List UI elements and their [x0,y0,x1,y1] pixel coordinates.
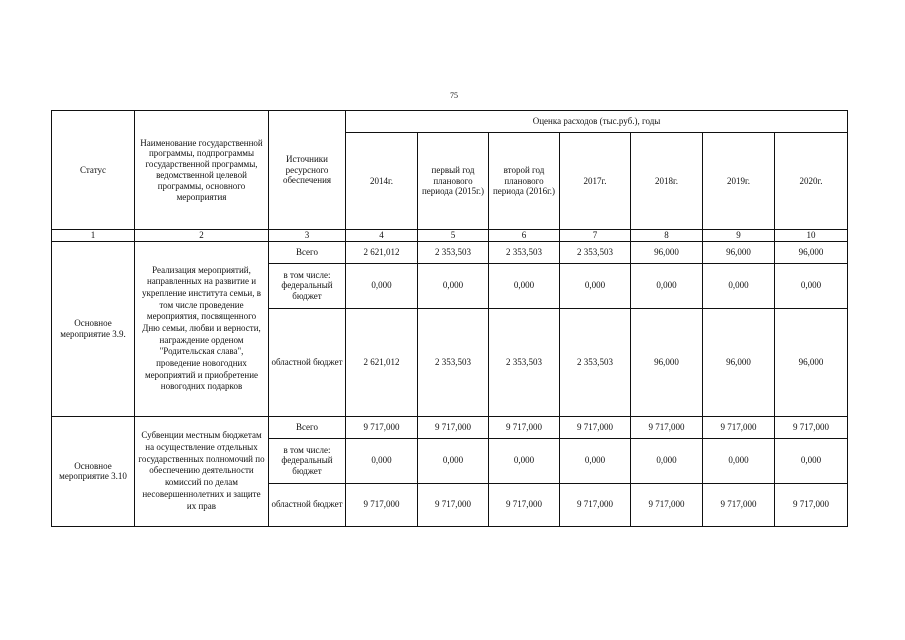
value-cell: 9 717,000 [703,483,775,526]
column-number: 2 [135,230,269,242]
column-number: 5 [418,230,489,242]
status-cell: Основное мероприятие 3.9. [52,241,135,416]
value-cell: 96,000 [775,308,848,416]
value-cell: 0,000 [489,438,560,483]
value-cell: 96,000 [631,308,703,416]
value-cell: 0,000 [489,263,560,308]
value-cell: 0,000 [560,263,631,308]
value-cell: 0,000 [775,438,848,483]
header-year: 2020г. [775,133,848,230]
value-cell: 9 717,000 [631,483,703,526]
value-cell: 2 353,503 [489,308,560,416]
header-year: 2017г. [560,133,631,230]
header-row-top [52,111,848,133]
column-number: 10 [775,230,848,242]
header-year: 2019г. [703,133,775,230]
value-cell: 2 353,503 [489,241,560,263]
header-source: Источники ресурсного обеспечения [269,111,346,230]
header-year: 2014г. [346,133,418,230]
event-name-cell: Реализация мероприятий, направленных на развитие и укрепление института семьи, в том числе проведение мероприятия, посвященного Дню семьи, любви и верности, награждение орденом "Родительская слава", проведение новогодних мероприятий и приобретение новогодних подарков [135,241,269,416]
column-number: 6 [489,230,560,242]
column-number: 4 [346,230,418,242]
column-number: 8 [631,230,703,242]
header-year: первый год планового периода (2015г.) [418,133,489,230]
value-cell: 9 717,000 [631,416,703,438]
value-cell: 9 717,000 [775,416,848,438]
value-cell: 2 353,503 [418,241,489,263]
column-number: 1 [52,230,135,242]
value-cell: 9 717,000 [775,483,848,526]
column-number: 9 [703,230,775,242]
value-cell: 0,000 [560,438,631,483]
value-cell: 2 353,503 [560,241,631,263]
header-status: Статус [52,111,135,230]
value-cell: 9 717,000 [346,483,418,526]
value-cell: 0,000 [631,263,703,308]
source-cell: областной бюджет [269,483,346,526]
value-cell: 9 717,000 [560,416,631,438]
column-number: 3 [269,230,346,242]
header-estimate: Оценка расходов (тыс.руб.), годы [346,111,848,133]
source-cell: в том числе: федеральный бюджет [269,438,346,483]
table-row [52,416,848,438]
source-cell: Всего [269,416,346,438]
value-cell: 0,000 [418,438,489,483]
value-cell: 9 717,000 [346,416,418,438]
value-cell: 2 353,503 [418,308,489,416]
status-cell: Основное мероприятие 3.10 [52,416,135,526]
value-cell: 9 717,000 [418,483,489,526]
event-name-cell: Субвенции местным бюджетам на осуществление отдельных государственных полномочий по обеспечению деятельности комиссий по делам несовершеннолетних и защите их прав [135,416,269,526]
source-cell: в том числе: федеральный бюджет [269,263,346,308]
value-cell: 9 717,000 [489,416,560,438]
value-cell: 9 717,000 [560,483,631,526]
expense-table [51,110,848,527]
value-cell: 0,000 [418,263,489,308]
column-number: 7 [560,230,631,242]
value-cell: 96,000 [775,241,848,263]
value-cell: 2 621,012 [346,241,418,263]
header-name: Наименование государственной программы, подпрограммы государственной программы, ведомственной целевой программы, основного мероприятия [135,111,269,230]
page-number: 75 [450,91,458,100]
value-cell: 0,000 [703,438,775,483]
value-cell: 0,000 [775,263,848,308]
value-cell: 2 353,503 [560,308,631,416]
header-year: второй год планового периода (2016г.) [489,133,560,230]
value-cell: 0,000 [346,263,418,308]
value-cell: 96,000 [703,308,775,416]
column-number-row [52,230,848,242]
value-cell: 96,000 [703,241,775,263]
header-year: 2018г. [631,133,703,230]
value-cell: 9 717,000 [418,416,489,438]
value-cell: 0,000 [703,263,775,308]
source-cell: Всего [269,241,346,263]
value-cell: 0,000 [346,438,418,483]
value-cell: 0,000 [631,438,703,483]
value-cell: 2 621,012 [346,308,418,416]
value-cell: 96,000 [631,241,703,263]
source-cell: областной бюджет [269,308,346,416]
table-row [52,241,848,263]
value-cell: 9 717,000 [489,483,560,526]
value-cell: 9 717,000 [703,416,775,438]
